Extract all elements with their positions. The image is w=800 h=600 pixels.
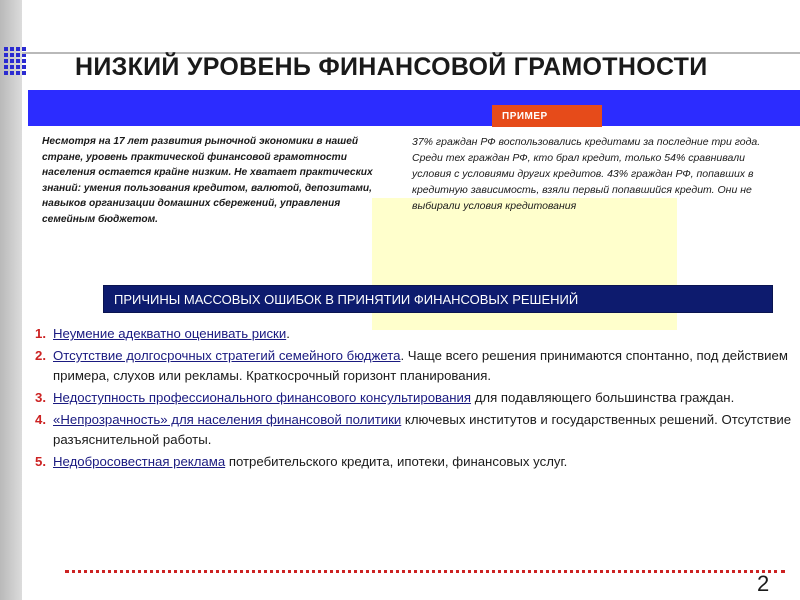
- dot-grid-logo: [4, 47, 24, 77]
- intro-paragraph: Несмотря на 17 лет развития рыночной экономики в нашей стране, уровень практической финансовой грамотности населения остается крайне низким. Не хватает практических знаний: умения пользования кредитом, валютой, депозитами, навыков организации домашних сбережений, управления семейным бюджетом.: [42, 136, 373, 225]
- page-number: 2: [757, 571, 770, 596]
- list-item: [35, 346, 795, 386]
- list-item-key-phrase: Неумение адекватно оценивать риски: [53, 326, 287, 341]
- list-item: [35, 410, 795, 450]
- list-item-number: 3.: [35, 390, 46, 405]
- list-item-number: 4.: [35, 412, 46, 427]
- page-title: НИЗКИЙ УРОВЕНЬ ФИНАНСОВОЙ ГРАМОТНОСТИ: [75, 53, 708, 81]
- list-item: [35, 388, 795, 408]
- reasons-section-header: ПРИЧИНЫ МАССОВЫХ ОШИБОК В ПРИНЯТИИ ФИНАНСОВЫХ РЕШЕНИЙ: [103, 285, 773, 313]
- list-item-key-phrase: Недобросовестная реклама: [53, 454, 226, 469]
- example-paragraph: 37% граждан РФ воспользовались кредитами за последние три года. Среди тех граждан РФ, кто брал кредит, только 54% сравнивали условия с условиями других кредитов. 43% граждан РФ, попавших в кредитную зависимость, взяли первый попавшийся кредит. Они не выбирали условия кредитования: [412, 136, 761, 212]
- list-item-text: .: [286, 326, 290, 341]
- title-accent-bar: [28, 90, 800, 126]
- list-item-number: 1.: [35, 326, 46, 341]
- list-item-text: . Чаще всего решения принимаются спонтанно, под действием примера, слухов или рекламы. Краткосрочный горизонт планирования.: [53, 348, 788, 383]
- list-item-text: потребительского кредита, ипотеки, финансовых услуг.: [225, 454, 568, 469]
- list-item-number: 5.: [35, 454, 46, 469]
- list-item-key-phrase: Отсутствие долгосрочных стратегий семейного бюджета: [53, 348, 401, 363]
- footer-dotted-divider: [65, 570, 785, 573]
- left-decorative-bar: [0, 0, 22, 600]
- list-item: [35, 324, 795, 344]
- example-badge: ПРИМЕР: [492, 105, 602, 127]
- reasons-list: [35, 324, 795, 474]
- list-item-key-phrase: «Непрозрачность» для населения финансовой политики: [53, 412, 402, 427]
- list-item-text: для подавляющего большинства граждан.: [471, 390, 735, 405]
- list-item: [35, 452, 795, 472]
- list-item-key-phrase: Недоступность профессионального финансового консультирования: [53, 390, 472, 405]
- list-item-number: 2.: [35, 348, 46, 363]
- list-item-text: ключевых институтов и государственных решений. Отсутствие разъяснительной работы.: [53, 412, 792, 447]
